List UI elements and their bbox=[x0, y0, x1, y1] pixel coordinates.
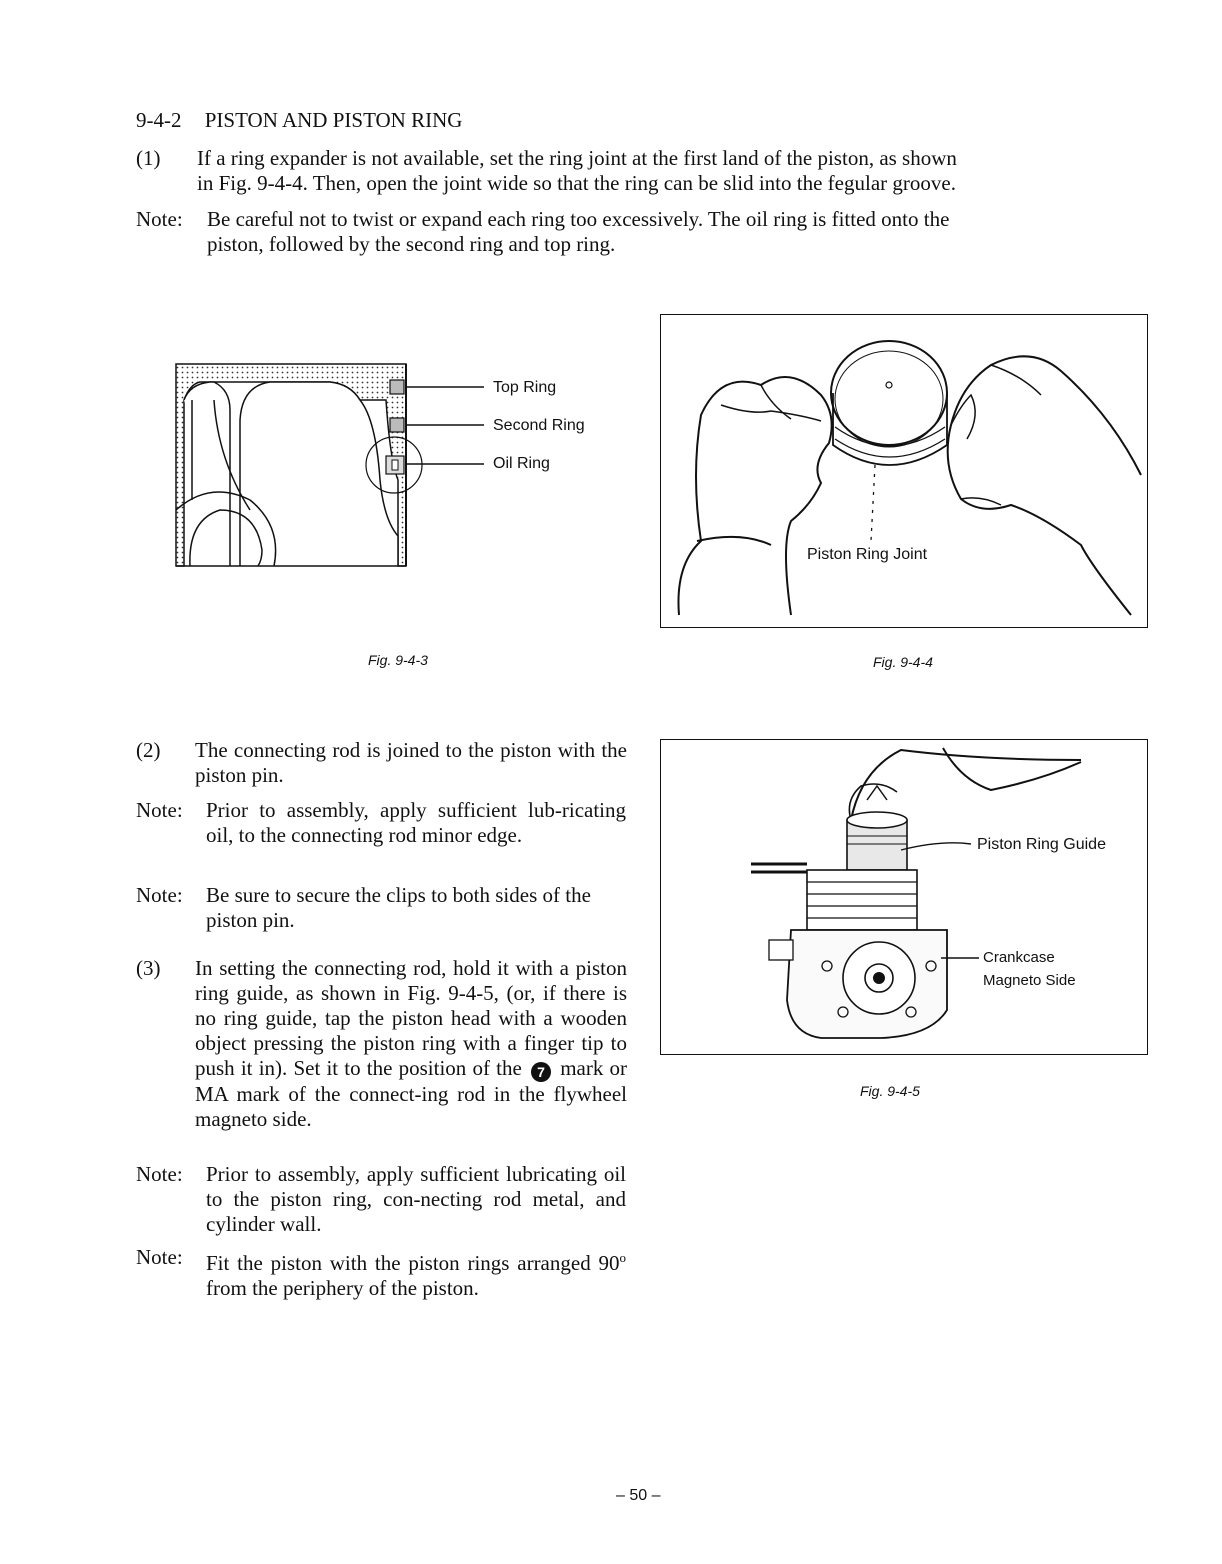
crankcase-label: Crankcase bbox=[983, 949, 1055, 966]
fig-9-4-3-caption: Fig. 9-4-3 bbox=[368, 652, 428, 668]
oil-ring-label: Oil Ring bbox=[493, 455, 550, 472]
section-heading bbox=[136, 108, 462, 133]
note-2-label: Note: bbox=[136, 798, 183, 822]
note-5-text-a: Fit the piston with the piston rings arranged 90 bbox=[206, 1251, 620, 1275]
second-ring-label: Second Ring bbox=[493, 417, 585, 434]
note-1-label: Note: bbox=[136, 207, 183, 231]
magneto-side-label: Magneto Side bbox=[983, 972, 1076, 989]
page-number: – 50 – bbox=[616, 1487, 661, 1504]
degree-symbol: o bbox=[619, 1250, 626, 1265]
item-1-line-1: If a ring expander is not available, set the ring joint at the first land of the piston, as shown bbox=[197, 146, 957, 170]
note-2-text: Prior to assembly, apply sufficient lub-ricating oil, to the connecting rod minor edge. bbox=[206, 798, 626, 847]
piston-ring-joint-label: Piston Ring Joint bbox=[807, 546, 928, 563]
note-5-text-b: from the periphery of the piston. bbox=[206, 1276, 479, 1300]
note-4-label: Note: bbox=[136, 1162, 183, 1186]
item-2-text: The connecting rod is joined to the piston with the piston pin. bbox=[195, 738, 627, 787]
engine-assembly-illustration bbox=[661, 740, 1147, 1054]
item-3-text-b: mark or MA mark of the connect-ing rod in the flywheel magneto side. bbox=[195, 1056, 628, 1131]
fig-9-4-4-caption: Fig. 9-4-4 bbox=[873, 654, 933, 670]
item-3-number: (3) bbox=[136, 956, 161, 980]
top-ring-label: Top Ring bbox=[493, 379, 557, 396]
piston-ring-guide-label: Piston Ring Guide bbox=[977, 836, 1106, 853]
note-5-text bbox=[206, 1245, 626, 1301]
item-1-number: (1) bbox=[136, 146, 161, 170]
item-1-line-2: in Fig. 9-4-4. Then, open the joint wide so that the ring can be slid into the fegular groove. bbox=[197, 171, 956, 195]
figure-9-4-5 bbox=[660, 739, 1148, 1055]
section-title: PISTON AND PISTON RING bbox=[204, 108, 463, 132]
section-number: 9-4-2 bbox=[136, 108, 182, 132]
circled-7-mark-value: 7 bbox=[537, 1064, 545, 1080]
figure-9-4-3 bbox=[170, 360, 610, 572]
fig-9-4-5-caption: Fig. 9-4-5 bbox=[860, 1083, 920, 1099]
note-5-label: Note: bbox=[136, 1245, 183, 1269]
item-3-text-a: In setting the connecting rod, hold it with a piston ring guide, as shown in Fig. 9-4-5, (or, if there is no ring guide, tap the piston head with a wooden object pressing the piston ring with a finger tip to push it in). Set it to the position of the bbox=[195, 956, 627, 1080]
figure-9-4-4 bbox=[660, 314, 1148, 628]
circled-7-mark bbox=[531, 1062, 551, 1082]
item-3-text bbox=[195, 956, 627, 1132]
note-3-label: Note: bbox=[136, 883, 183, 907]
note-1-line-2: piston, followed by the second ring and top ring. bbox=[207, 232, 616, 256]
note-1-line-1: Be careful not to twist or expand each ring too excessively. The oil ring is fitted onto the bbox=[207, 207, 950, 231]
note-4-text: Prior to assembly, apply sufficient lubricating oil to the piston ring, con-necting rod metal, and cylinder wall. bbox=[206, 1162, 626, 1236]
item-2-number: (2) bbox=[136, 738, 161, 762]
hands-fitting-piston-ring-illustration bbox=[661, 315, 1147, 627]
note-3-text: Be sure to secure the clips to both sides of the piston pin. bbox=[206, 883, 591, 932]
